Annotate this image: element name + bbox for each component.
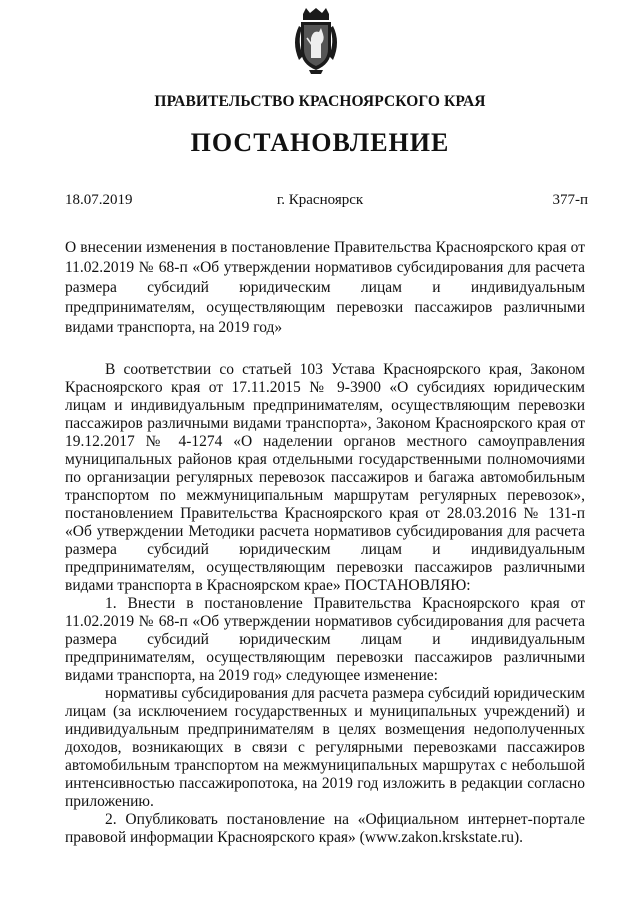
document-city: г. Красноярск [276, 192, 364, 208]
preamble-paragraph: В соответствии со статьей 103 Устава Красноярского края, Законом Красноярского края от 17.11.2015 № 9-3900 «О субсидиях юридическим лицам и индивидуальным предпринимателям, осуществляющим перевозки пассажиров различными видами транспорта», Законом Красноярского края от 19.12.2017 № 4-1274 «О наделении органов местного самоуправления муниципальных районов края отдельными государственными полномочиями по организации регулярных перевозок пассажиров и багажа автомобильным транспортом по межмуниципальным маршрутам регулярных перевозок», постановлением Правительства Красноярского края от 28.03.2016 № 131-п «Об утверждении Методики расчета нормативов субсидирования для расчета размера субсидий юридическим лицам и индивидуальным предпринимателям, осуществляющим перевозки пассажиров различными видами транспорта в Красноярском крае» ПОСТАНОВЛЯЮ: [65, 361, 585, 594]
document-body [65, 361, 585, 847]
document-number: 377-п [552, 192, 588, 208]
document-subject: О внесении изменения в постановление Правительства Красноярского края от 11.02.2019 № 68-п «Об утверждении нормативов субсидирования для расчета размера субсидий юридическим лицам и индивидуальным предпринимателям, осуществляющим перевозки пассажиров различными видами транспорта, на 2019 год» [65, 239, 585, 336]
government-name: ПРАВИТЕЛЬСТВО КРАСНОЯРСКОГО КРАЯ [154, 93, 486, 110]
coat-of-arms-icon [291, 8, 341, 74]
item-2-paragraph: 2. Опубликовать постановление на «Официальном интернет-портале правовой информации Красноярского края» (www.zakon.krskstate.ru). [65, 811, 585, 846]
item-1-paragraph: 1. Внести в постановление Правительства Красноярского края от 11.02.2019 № 68-п «Об утверждении нормативов субсидирования для расчета размера субсидий юридическим лицам и индивидуальным предпринимателям, осуществляющим перевозки пассажиров различными видами транспорта, на 2019 год» следующее изменение: [65, 595, 585, 684]
item-1-text-paragraph: нормативы субсидирования для расчета размера субсидий юридическим лицам (за исключением государственных и муниципальных учреждений) и индивидуальным предпринимателям в целях возмещения недополученных доходов, возникающих в связи с регулярными перевозками пассажиров автомобильным транспортом на межмуниципальных маршрутах с небольшой интенсивностью пассажиропотока, на 2019 год изложить в редакции согласно приложению. [65, 685, 585, 810]
document-type-title: ПОСТАНОВЛЕНИЕ [190, 128, 450, 157]
document-date: 18.07.2019 [65, 192, 133, 208]
